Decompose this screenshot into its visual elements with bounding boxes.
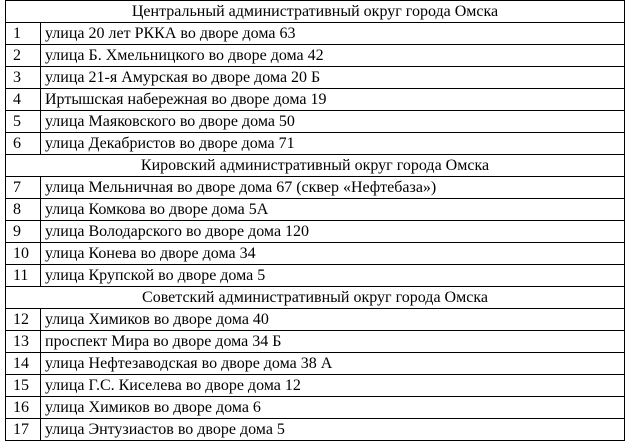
row-address: улица Химиков во дворе дома 40 xyxy=(41,309,625,331)
row-number: 10 xyxy=(6,243,41,265)
row-number: 11 xyxy=(6,265,41,287)
table-row xyxy=(6,177,625,199)
row-address: улица 21-я Амурская во дворе дома 20 Б xyxy=(41,67,625,89)
district-title: Кировский административный округ города Омска xyxy=(6,155,625,177)
row-number: 5 xyxy=(6,111,41,133)
row-number: 17 xyxy=(6,419,41,441)
table-row xyxy=(6,199,625,221)
row-address: улица Володарского во дворе дома 120 xyxy=(41,221,625,243)
row-number: 9 xyxy=(6,221,41,243)
row-address: Иртышская набережная во дворе дома 19 xyxy=(41,89,625,111)
row-number: 4 xyxy=(6,89,41,111)
address-table-body xyxy=(6,1,625,441)
row-address: проспект Мира во дворе дома 34 Б xyxy=(41,331,625,353)
table-row xyxy=(6,243,625,265)
row-number: 14 xyxy=(6,353,41,375)
table-row xyxy=(6,23,625,45)
row-address: улица Конева во дворе дома 34 xyxy=(41,243,625,265)
table-row xyxy=(6,221,625,243)
row-address: улица 20 лет РККА во дворе дома 63 xyxy=(41,23,625,45)
table-row xyxy=(6,419,625,441)
table-row xyxy=(6,133,625,155)
row-number: 12 xyxy=(6,309,41,331)
row-number: 7 xyxy=(6,177,41,199)
table-row xyxy=(6,375,625,397)
table-row xyxy=(6,353,625,375)
row-address: улица Комкова во дворе дома 5А xyxy=(41,199,625,221)
row-address: улица Маяковского во дворе дома 50 xyxy=(41,111,625,133)
row-number: 16 xyxy=(6,397,41,419)
table-row xyxy=(6,397,625,419)
row-number: 13 xyxy=(6,331,41,353)
table-row xyxy=(6,67,625,89)
row-number: 3 xyxy=(6,67,41,89)
row-number: 15 xyxy=(6,375,41,397)
table-row xyxy=(6,89,625,111)
row-address: улица Крупской во дворе дома 5 xyxy=(41,265,625,287)
address-table xyxy=(5,0,625,441)
district-title: Центральный административный округ города Омска xyxy=(6,1,625,23)
row-address: улица Мельничная во дворе дома 67 (сквер «Нефтебаза») xyxy=(41,177,625,199)
row-address: улица Декабристов во дворе дома 71 xyxy=(41,133,625,155)
district-header-row xyxy=(6,287,625,309)
table-row xyxy=(6,45,625,67)
row-number: 6 xyxy=(6,133,41,155)
row-address: улица Б. Хмельницкого во дворе дома 42 xyxy=(41,45,625,67)
table-row xyxy=(6,309,625,331)
row-address: улица Г.С. Киселева во дворе дома 12 xyxy=(41,375,625,397)
table-row xyxy=(6,111,625,133)
row-address: улица Химиков во дворе дома 6 xyxy=(41,397,625,419)
row-number: 2 xyxy=(6,45,41,67)
row-number: 8 xyxy=(6,199,41,221)
table-row xyxy=(6,331,625,353)
table-row xyxy=(6,265,625,287)
row-address: улица Энтузиастов во дворе дома 5 xyxy=(41,419,625,441)
district-title: Советский административный округ города Омска xyxy=(6,287,625,309)
district-header-row xyxy=(6,155,625,177)
row-number: 1 xyxy=(6,23,41,45)
row-address: улица Нефтезаводская во дворе дома 38 А xyxy=(41,353,625,375)
district-header-row xyxy=(6,1,625,23)
